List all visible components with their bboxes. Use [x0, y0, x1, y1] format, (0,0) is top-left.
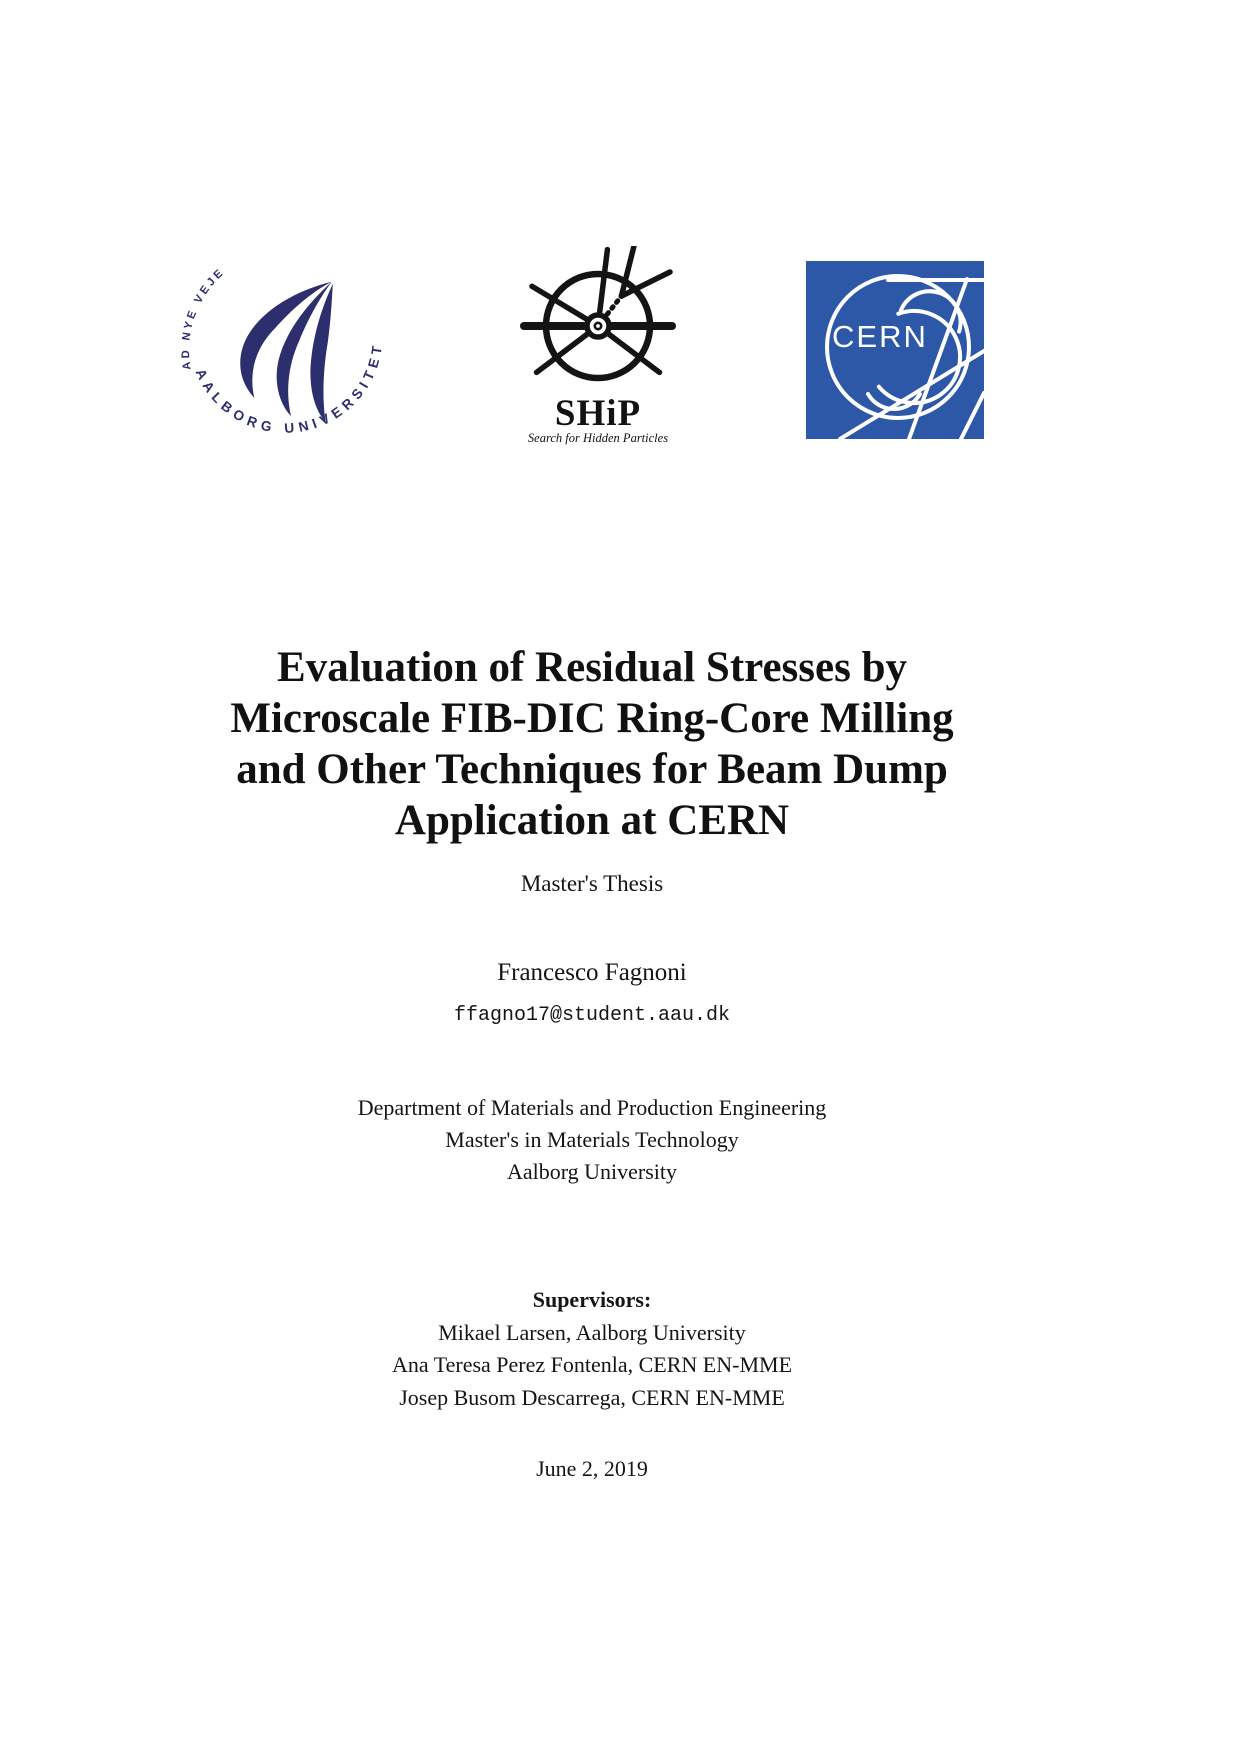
ship-acronym: SHiP: [554, 393, 642, 434]
aalborg-motto: AD NYE VEJE: [179, 265, 228, 371]
title-line: Application at CERN: [394, 797, 790, 844]
affiliation-line: Master's in Materials Technology: [445, 1127, 739, 1152]
aalborg-logo-graphic: [179, 243, 397, 457]
title-line: Evaluation of Residual Stresses by: [277, 644, 907, 691]
ship-wheel-icon: [520, 246, 676, 386]
aalborg-waves-icon: [240, 282, 333, 423]
cern-label: CERN: [832, 319, 928, 354]
author-email: ffagno17@student.aau.dk: [453, 1004, 731, 1027]
supervisor-entry: Josep Busom Descarrega, CERN EN-MME: [399, 1384, 785, 1410]
thesis-date: June 2, 2019: [536, 1456, 648, 1481]
cern-logo: [806, 261, 984, 439]
ship-logo: [520, 246, 676, 446]
thesis-title: [0, 642, 1184, 846]
affiliation-block: [0, 1092, 1184, 1188]
affiliation-line: Department of Materials and Production Engineering: [357, 1095, 827, 1120]
aalborg-university-logo: [179, 243, 397, 457]
cern-logo-graphic: [806, 261, 984, 439]
aalborg-motto-text: [180, 266, 227, 371]
title-line: Microscale FIB-DIC Ring-Core Milling: [230, 695, 954, 742]
supervisors-block: [0, 1284, 1184, 1414]
thesis-subtitle: Master's Thesis: [520, 871, 664, 896]
supervisors-heading: Supervisors:: [532, 1287, 652, 1312]
author-name: Francesco Fagnoni: [497, 959, 687, 986]
aalborg-name: AALBORG UNIVERSITET: [192, 340, 386, 437]
supervisor-entry: Mikael Larsen, Aalborg University: [438, 1319, 746, 1345]
ship-tagline: Search for Hidden Particles: [527, 431, 669, 445]
affiliation-line: Aalborg University: [506, 1159, 678, 1184]
supervisor-entry: Ana Teresa Perez Fontenla, CERN EN-MME: [391, 1352, 793, 1377]
title-line: and Other Techniques for Beam Dump: [236, 746, 948, 793]
